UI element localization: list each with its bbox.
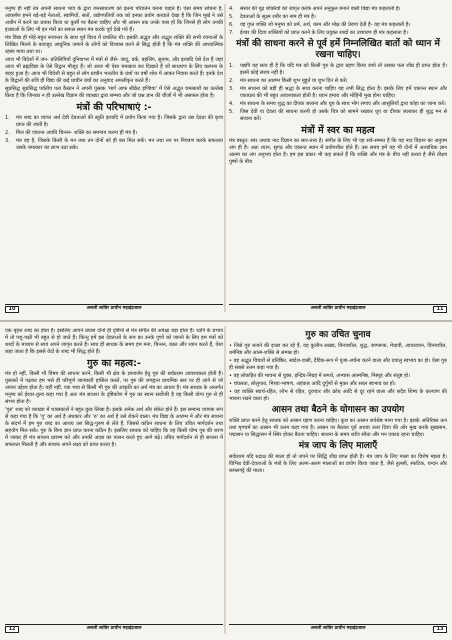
- footer-title: असली साबिर प्राचीन महाइंद्रजाल: [310, 626, 366, 631]
- list-item: [229, 78, 447, 85]
- bullet-item: • जिसे गुरु बनाने की इच्छा कर रहे हैं, वह कुलीन-आढ्य, विनयशील, शुद्ध, जागरूक, मेधावी, आचारवान, विनयशील, धर्मनिष्ठ और आत्म-शक्ति से सम्पन्न हो।: [229, 343, 447, 356]
- paragraph: मंत्र वस्तुत: स्वर अथवा नाद विज्ञान का सार-तत्त्व है। संगीत के लिए भी यह सर्व-सम्मत है कि यह नाद विज्ञान का अनुपम अंग ही है। अतः ध्यान, सुगठ और एकान्त स्थान में प्रयोगशील होते हैं। उस समय हमें यह भी दोनों में अत्याधिक ज्ञान आत्मा का अंग अनुभव होता है। हम इस प्रकार भी कह सकते हैं कि शक्ति और मंत्र के बीच नहीं करता है जैसे तीक्ष्ण पुष्पों के बीच: [229, 138, 447, 165]
- list-item-number: 4.: [229, 6, 234, 12]
- list-item-text: मंत्र साधना को बड़ी ही श्रद्धा के साथ करना चाहिए यह तभी सिद्ध होता है। इसके लिए हमें एकान्त स्थान और एकाग्रता की भी बहुत आवश्यकता होती है। ध्यान हमारा और मोहिनी मुख होना चाहिए।: [240, 86, 447, 99]
- list-item-number: 5.: [229, 109, 234, 115]
- page-number: 10: [5, 306, 19, 313]
- footer-page-13: [229, 624, 447, 633]
- list-item-number: 1.: [229, 63, 234, 69]
- list-item: [229, 109, 447, 123]
- bullet-item: • वह व्यक्ति स्वार्थ-रहित, लोभ से रहित, दुराचार और क्रोध आदि से दूर रहने वाला और सदैव शिष्य के कल्याण की भावना रखने वाला हो।: [229, 389, 447, 402]
- list-item: [5, 130, 223, 137]
- footer-page-10: [5, 304, 223, 313]
- paragraph: मनुष्य ही नहीं तंत्र अपनी साधना भाव के द्वारा जनसाधारण को इतना परिवर्तन करना चाहते हैं। ऐसा समय सोचना है, आकर्षण हमने बड़े-बड़े नेताओं, स्वामियों, संतों, उद्योगपतियों तक को इनका प्रयोग करवाते देखा है कि जिन मूर्ख ने उसे अधीन में करने का प्रयास किया था कुर्सी पर बैठना चाहिए और भी आसन तक उनके पास हों कि जिनसे ही लोग उनकी इच्छाओं के लिए भी इन मंत्रों का सफल स्थान मंत्र करके पूर्व देखे गये हैं।: [5, 6, 223, 33]
- list-item: [229, 22, 447, 29]
- list-item: [229, 6, 447, 13]
- footer-title: असली साबिर प्राचीन महाइंद्रजाल: [86, 306, 142, 311]
- list-item-number: 5.: [229, 14, 234, 20]
- list-item-number: 2.: [5, 130, 10, 136]
- section-heading: मंत्र जाप के लिए मालाएँ: [298, 441, 378, 451]
- footer-title: असली साबिर प्राचीन महाइंद्रजाल: [310, 306, 366, 311]
- gutter: [224, 4, 226, 312]
- paragraph: मंत्र विद्या ही मोहे-बहुत रूपान्तर के साथ पूर्व विश्व में प्रचलित थी। इसकी अद्भुत और अद्भुत शक्ति की सभी रचनाओं के लिखित मिलने के बावजूद आधुनिक जमाने के लोगों को विश्वास करने से सिद्ध होती है कि मंत्र शक्ति की आध्यात्मिक रहस्य माया तथा था।: [5, 35, 223, 55]
- paragraph: सर्वप्रथम यदि रुद्राक्ष की माला हो तो जपने पर सिद्धि शीघ्र प्राप्त होती है। मंत्र जाप के लिए माला का विशेष महत्व है। विभिन्न देवी-देवताओं के मंत्रों के लिए अलग-अलग मालाओं का प्रयोग किया जाता है, जैसे तुलसी, स्फटिक, चन्दन और कमलगट्टे की माला।: [229, 454, 447, 474]
- page-11: [229, 6, 447, 306]
- list-item-text: जिस देवी या देवता की साधना करनी हो उसके चित्र को सामने रखकर धूप या दीपक जलाकर ही शुद्ध मन से साधना करें।: [240, 109, 447, 122]
- list-item-text: ईश्वर की दिव्य शक्तियों को प्राप्त करने के लिए प्रयुक्त शब्दों का उच्चारण ही मंत्र कहलाता है।: [240, 30, 408, 36]
- bottom-spread: [0, 320, 452, 640]
- list-item: [5, 138, 223, 152]
- list-item-number: 2.: [229, 78, 234, 84]
- page-12: [5, 328, 223, 628]
- list-item-text: यद्यपि यह सत्य ही है कि यदि मंत्र को किसी गुरु के द्वारा ग्रहण किया जाये तो उसका फल शीघ्र ही प्राप्त होता है। इसमें कोई संशय नहीं है।: [240, 63, 447, 76]
- list-item-number: 3.: [229, 86, 234, 92]
- bullet-item: • वह अद्भुत विचारों से प्रतिष्ठित, स्वदेश-वासी, दैविक-रूप में पूजा-अर्चना करने वाला और दयालु स्वभाव का हो। ऐसा गुरु ही सबसे उत्तम कहा गया है।: [229, 358, 447, 371]
- page-number: 12: [5, 626, 19, 633]
- list-item-text: मंत्र शब्द का व्याप्त अर्थ देवी देवताओं की स्तुति इत्यादि में प्रयोग किया गया है। जिसके द्वारा उस देवता की कृपा प्राप्त की जाती है।: [16, 115, 223, 128]
- section-heading: गुरु का महत्व:-: [87, 358, 141, 369]
- list-item: [229, 86, 447, 100]
- list-item: [229, 14, 447, 21]
- list-item-text: वह गुप्त शक्ति जो मनुष्य को धर्म, अर्थ, काम और मोक्ष की प्रेरणा देती है- वह मंत्र कहलाती है।: [240, 22, 411, 28]
- list-item: [229, 30, 447, 37]
- list-item: [5, 115, 223, 129]
- list-item-text: मंत्र वह है, जिसके किसी के मन तथा तन दोनों को ही बल मिल सकें। मन तथा तन पर नियंत्रण करके सफलता उसके चमत्कार का लाभ उठा सके।: [16, 138, 223, 151]
- section-heading: आसन तथा बैठने के योगासन का उपयोग: [271, 405, 405, 415]
- list-item-number: 1.: [5, 115, 10, 121]
- list-item-number: 4.: [229, 101, 234, 107]
- list-item-number: 6.: [229, 22, 234, 28]
- list-item: [229, 63, 447, 77]
- list-item-number: 3.: [5, 138, 10, 144]
- bullet-item: • वह लोकहित की भावना से युक्त, इन्द्रिय-निग्रह में समर्थ, अभ्यास आत्मनिष्ठ, निस्पृह और संतुष्ट हो।: [229, 373, 411, 379]
- list-item-number: 7.: [229, 30, 234, 36]
- section-heading: मंत्रों की परिभाषाएं :-: [76, 102, 152, 113]
- list-item-text: मंत्र साधना का आरम्भ किसी शुभ मुहूर्त या शुभ दिन से करें।: [240, 78, 348, 84]
- paragraph: शक्ति प्राप्त करने हेतु साधक को आसन ग्रहण करना चाहिए। कुश का आसन सर्वश्रेष्ठ माना गया है। इसके अतिरिक्त ऊन तथा मृगचर्म का आसन भी उत्तम कहा गया है। आसन पर बैठकर पूर्व अथवा उत्तर दिशा की ओर मुख करके सुखासन, पद्मासन या सिद्धासन में स्थिर होकर बैठना चाहिए। साधना के समय शरीर सीधा और मन एकाग्र रहना चाहिए।: [229, 418, 447, 438]
- page-number: 11: [433, 306, 447, 313]
- bullet-item: • चंचलता, लोलुपता, मिथ्या-भाषण, अहंकार आदि दुर्गुणों से मुक्त और सरल स्वभाव का हो।: [229, 381, 396, 387]
- paragraph: 'गुरु' शब्द को व्याख्या में शास्त्रकारों ने बहुत कुछ लिखा है। इसके अनेक अर्थ और संकेत होते हैं। इस सम्बन्ध व्यापक रूप से कहा गया है कि 'गु' का अर्थ है अंधकार और 'रु' का अर्थ है उसे रोकने वाला। मंत्र विद्या के आरम्भ में और मंत्र साधना के संदर्भ में हम गुरु शब्द का आशय उस सिद्ध-पुरुष से लेते हैं, जिससे कठिन साधना के लिए उचित मार्गदर्शन तथा सहयोग मिल सके। गुरु के बिना ज्ञान प्राप्त करना कठिन है। इसलिए साधक को चाहिए कि वह किसी योग्य गुरु की शरण में जाकर ही मंत्र साधना प्रारम्भ करे और उनकी आज्ञा का पालन करते हुए आगे बढ़े। उचित मार्गदर्शन से ही साधना में सफलता मिलती है और साधक अपने लक्ष्य को प्राप्त करता है।: [5, 407, 223, 448]
- footer-page-11: [229, 304, 447, 313]
- paragraph: मंत्र हो नहीं, किसी भी विषय की साधना करने, किसी भी क्षेत्र के ज्ञानार्जन हेतु गुरु की सर्वप्रथम आवश्यकता होती है। पुस्तकों में पढ़कर हम भले ही परिपूर्ण जानकारी हासिल करलें, पर गुरु की जगह्वन्त प्राथमिक स्तर पर ही आगे से जो अपना उद्देश्य होता है। यहीं नहीं, एक भाव से किसी भी गुरु की आकृति का अर्थ मंत्र का आधार है। मंत्र साधक के अन्तर्गत मनुष्य को ईश्वर-तुल्य कहा गया है अतः मंत्र साधना के दृष्टिकोण में गुरु का स्थान सर्वोपरि है यह किसी योग्य गुरु से ही संभव होता है।: [5, 371, 223, 405]
- paragraph: आज भी विदेशों में जन- प्रतिलिपियों दुनियाभर में मंत्रों से जैसे- जादू, वर्क, बहलिंग, सुनाम, और इत्यादि ऐसे देश हैं जहां आज भी ब्रह्मविद्या के ऐसे विद्वान मौजूद हैं। जो आज भी ऐसा चमत्कार कर दिखाते हैं जो साधारण के लिए कल्पना के बाहर हुआ है। आज भी विदेशी से बहुत से लोग प्राचीन भारतीय के ग्रंथों पर वर्षों शोध में आकर निवास करते हैं। इनके देश के विद्वानों की रुचि ही विद्या की कई प्राचीन ग्रंथों का अनुवाद अमलीकृत करते हैं।: [5, 57, 223, 84]
- paragraph: एक बृहत्त शब्द का होता है। इसलिए आपने प्रयास दोनों ही दृष्टियों से मंत्र संगीत की अपेक्षा बड़ा होता है। ध्वनि के प्रभाव में तो पशु-पक्षी भी बहुत से हो जाते हैं। किन्तु हमें इस देवताओं के रूप का उनके गुणों को जानने के लिए हम मंत्रों को शब्दों के माध्यम से स्वयं अपने जागृत करते हैं। साथ ही साधक के समय हम मना, चिन्तन, काल और ध्यान करते हैं, ऐसा कहा जाता है कि इससे वेदों के शब्द भी सिद्ध होते हैं।: [5, 328, 223, 355]
- list-item-text: देवताओं के सूक्ष्म शरीर का नाम ही मंत्र है।: [240, 14, 316, 20]
- paragraph: सुप्रसिद्ध सुप्रसिद्ध पर्वतीय पता कैस्टन ने अपनी पुस्तक 'मार्ग आफ सीक्रेट इण्डिया' में ऐसे अद्भुत चमत्कारों का उल्लेख किया है कि जिनका न ही उल्लेख विज्ञान की व्याख्या द्वारा सम्भव और जो प्रश्न ज्ञान की चीजों में भी असफल होता है।: [5, 86, 223, 99]
- list-item: [229, 101, 447, 108]
- list-item-text: संसार की गूढ़ शक्तियों को जागृत करके अपने अनुकूल बनाने वाली विद्या मंत्र कहलाती है।: [240, 6, 401, 12]
- list-item-text: मिल की एकान्त अवधि चिन्तन- शक्ति का समन्वय करना ही मंत्र है।: [16, 130, 138, 136]
- page-13: [229, 328, 447, 628]
- section-heading: मंत्रों में स्वर का महत्व: [301, 125, 375, 136]
- footer-title: असली साबिर प्राचीन महाइंद्रजाल: [86, 626, 142, 631]
- page-10: [5, 6, 223, 306]
- page-number: 13: [433, 626, 447, 633]
- list-item-text: मंत्र साधना के समय शुद्ध का दीपक जलाना और धूप के साथ भोग लगाए और आसुलियों द्वारा कोहा का जाना करें।: [240, 101, 446, 107]
- gutter: [224, 326, 226, 634]
- section-heading: मंत्रों की साधना करने से पूर्व हमें निम्नलिखित बातों को ध्यान में रखना चाहिए।: [236, 39, 440, 60]
- section-heading: गुरु का उचित चुनाव: [305, 330, 371, 340]
- footer-page-12: [5, 624, 223, 633]
